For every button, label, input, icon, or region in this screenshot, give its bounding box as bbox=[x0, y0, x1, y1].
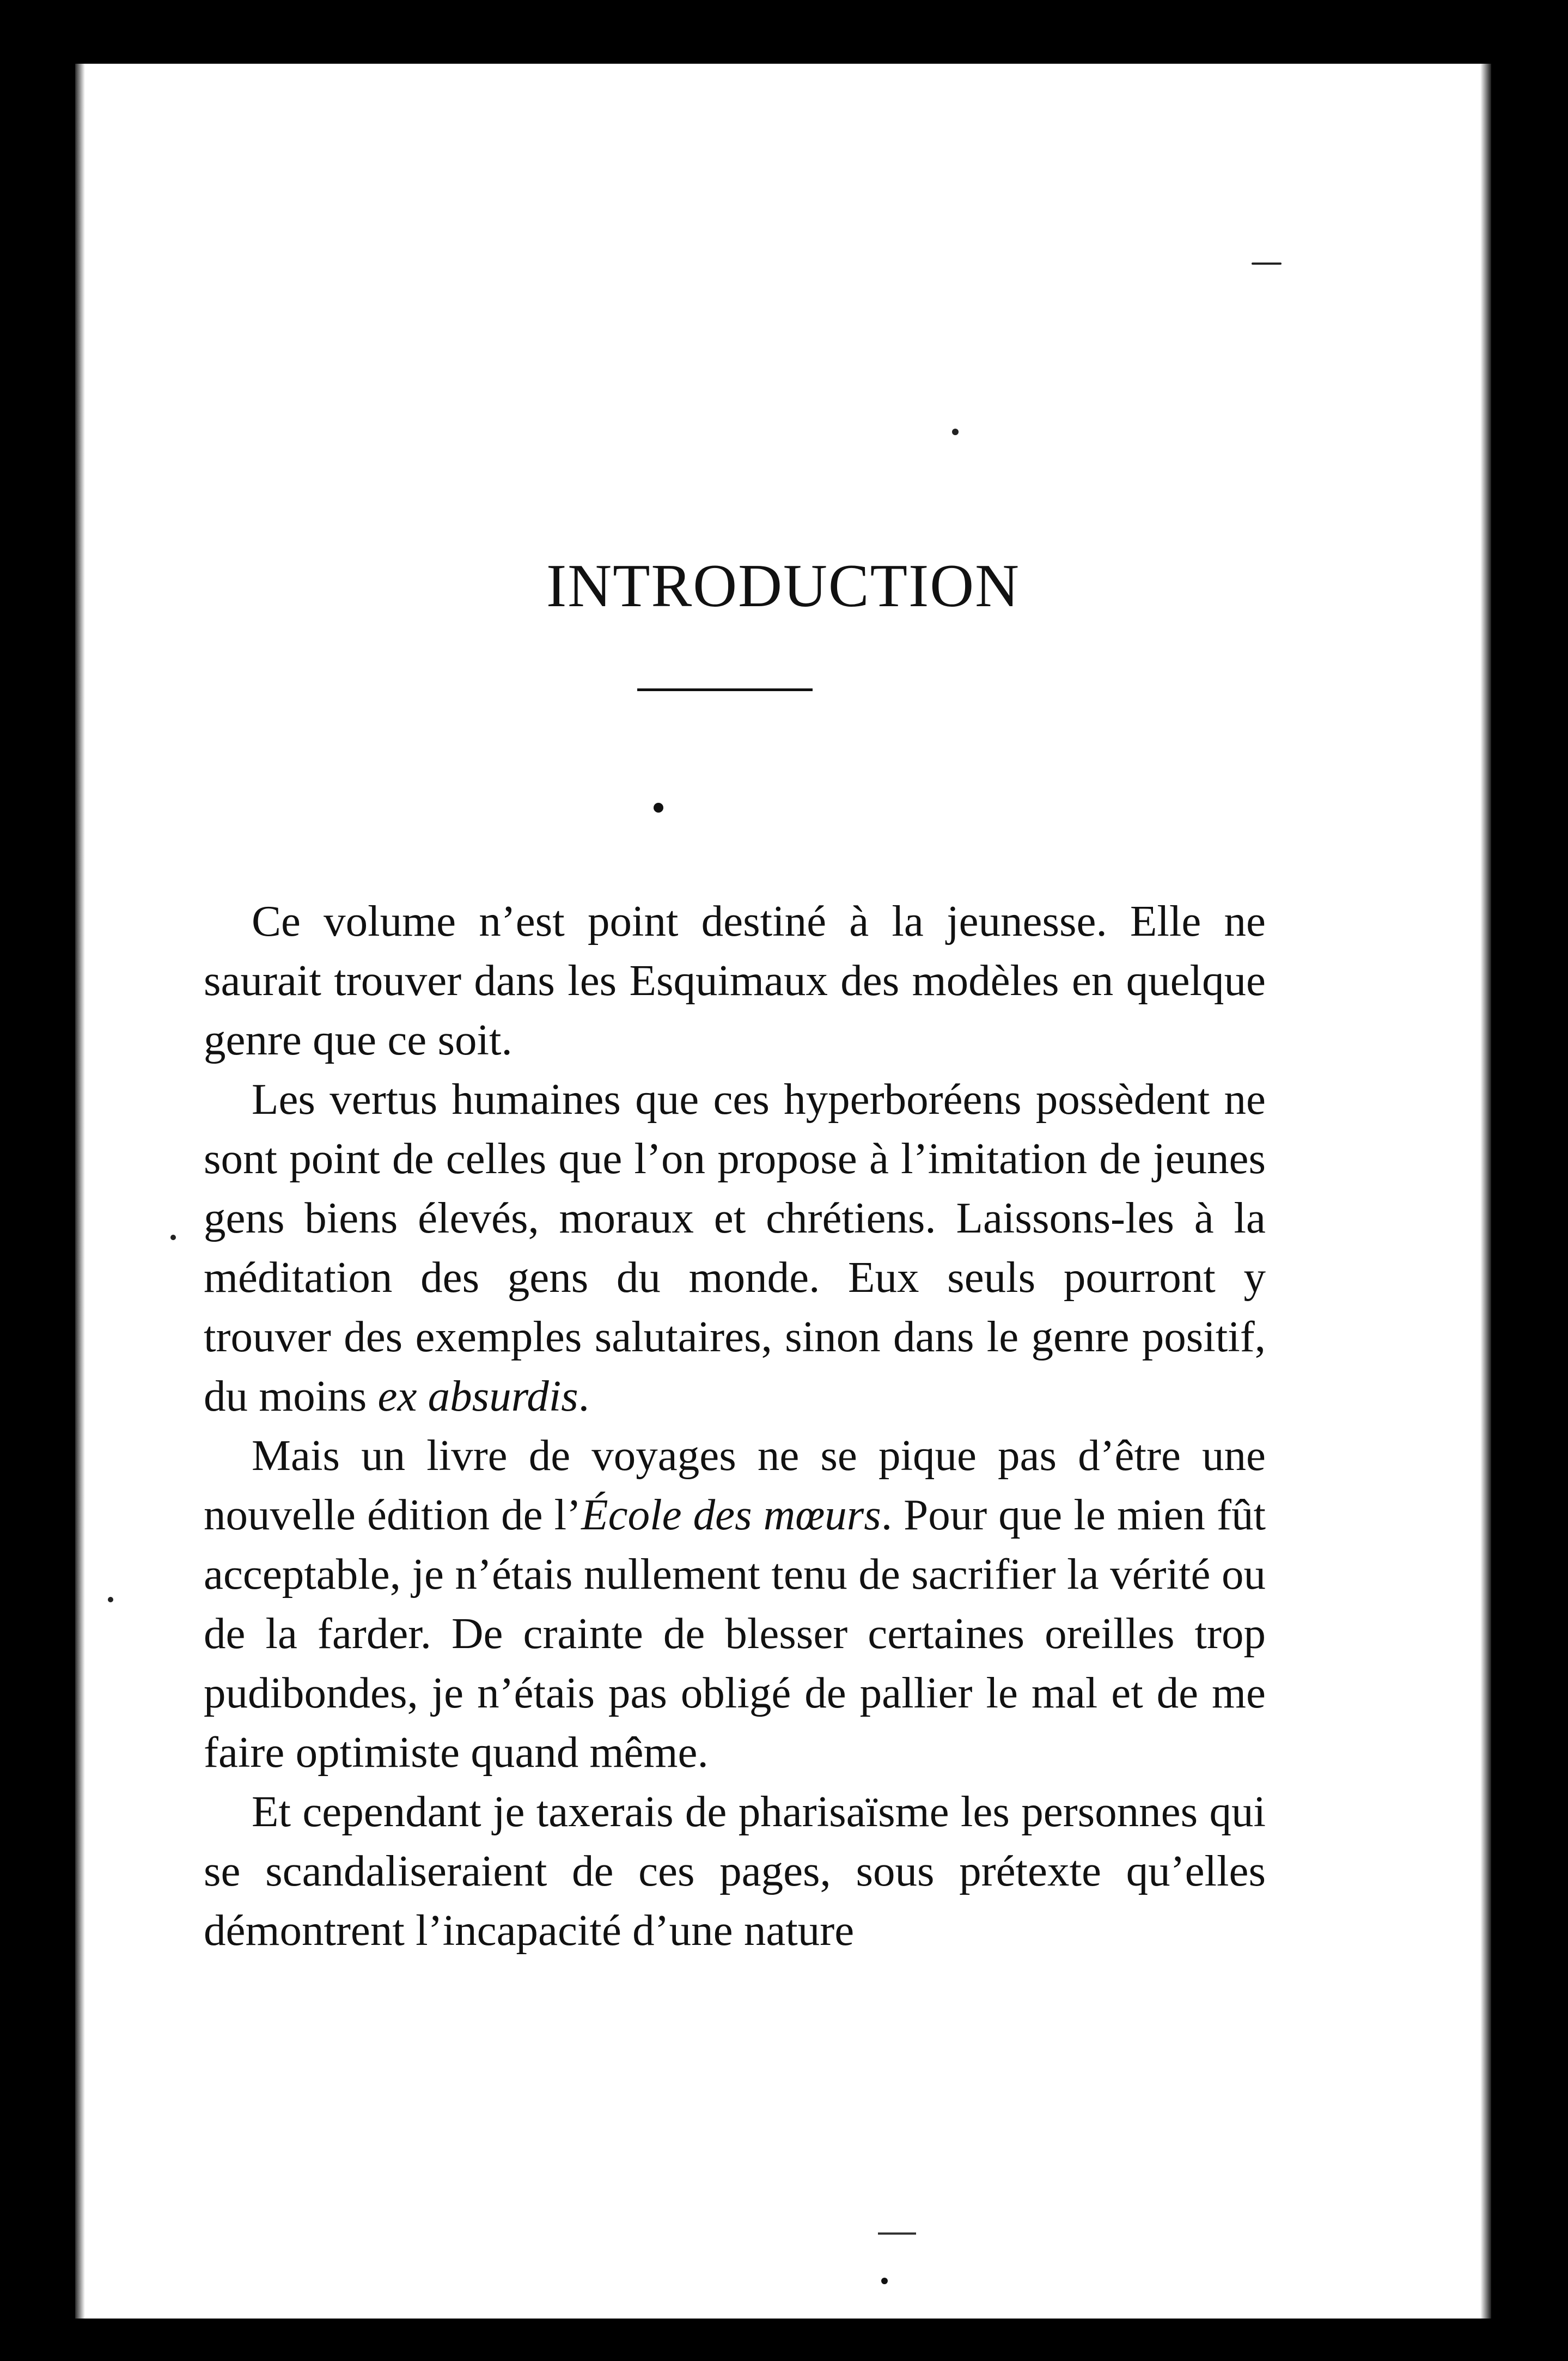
book-page bbox=[75, 64, 1491, 2319]
body-text bbox=[204, 892, 1266, 1960]
scan-speck bbox=[952, 429, 959, 435]
ornament-dot bbox=[654, 803, 663, 813]
paragraph-text-end: . Pour que le mien fût acceptable, je n’étais nullement tenu de sacrifier la vérité ou de la farder. De crainte de blesser certaines oreilles trop pudibondes, je n’étais pas obligé de pallier le mal et de me faire optimiste quand même. bbox=[204, 1490, 1266, 1777]
scan-speck bbox=[170, 1235, 176, 1240]
page-edge-shadow bbox=[1480, 64, 1491, 2319]
paragraph-3 bbox=[204, 1426, 1266, 1782]
title-divider-rule bbox=[637, 688, 813, 691]
scan-speck bbox=[1252, 263, 1282, 265]
paragraph-text-end: . bbox=[578, 1371, 589, 1420]
binding-edge-shadow bbox=[75, 64, 85, 2319]
italic-title: École des mœurs bbox=[581, 1490, 881, 1539]
paragraph-4 bbox=[204, 1782, 1266, 1960]
paragraph-text: Mais un livre de voyages ne se pique pas d’être une nouvelle édition de l’ bbox=[204, 1431, 1266, 1539]
paragraph-text: Et cependant je taxerais de pharisaïsme les personnes qui se scandaliseraient de ces pages, sous prétexte qu’elles démontrent l’incapacité d’une nature bbox=[204, 1787, 1266, 1955]
paragraph-1 bbox=[204, 892, 1266, 1070]
chapter-title: INTRODUCTION bbox=[546, 552, 1021, 620]
italic-phrase: ex absurdis bbox=[377, 1371, 578, 1420]
paragraph-2 bbox=[204, 1070, 1266, 1426]
scan-speck bbox=[108, 1597, 113, 1602]
paragraph-text: Les vertus humaines que ces hyperboréens possèdent ne sont point de celles que l’on propose à l’imitation de jeunes gens biens élevés, moraux et chrétiens. Laissons-les à la méditation des gens du monde. Eux seuls pourront y trouver des exemples salutaires, sinon dans le genre positif, du moins bbox=[204, 1075, 1266, 1420]
paragraph-text: Ce volume n’est point destiné à la jeunesse. Elle ne saurait trouver dans les Esquimaux des modèles en quelque genre que ce soit. bbox=[204, 896, 1266, 1064]
folio-mark bbox=[878, 2232, 916, 2235]
ornament-dot-bottom bbox=[881, 2278, 888, 2284]
